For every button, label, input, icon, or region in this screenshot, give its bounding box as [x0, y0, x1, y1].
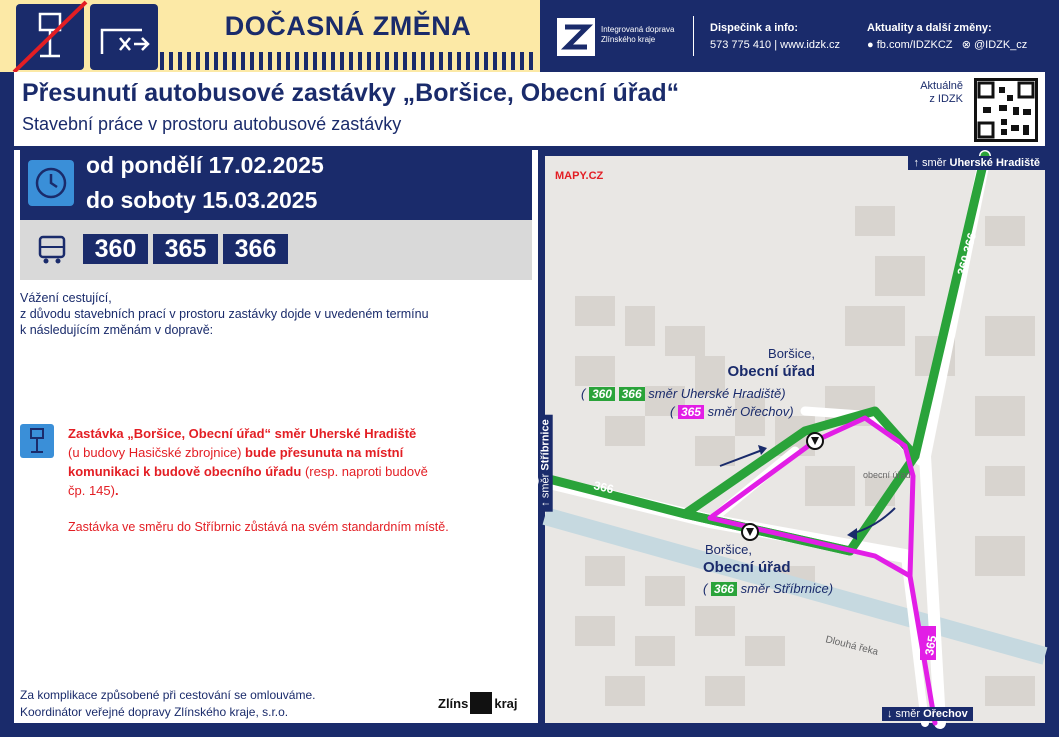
stop-bottom-name-bold: Obecní úřad	[703, 559, 791, 576]
stop-top-name-bold: Obecní úřad	[727, 363, 815, 380]
facebook-link[interactable]: fb.com/IDZKCZ	[876, 39, 953, 51]
line-360: 360	[83, 234, 148, 264]
idzk-web-link[interactable]: www.idzk.cz	[780, 39, 841, 51]
dir-west: ↑ směr Stříbrnice	[539, 414, 553, 511]
line-366: 366	[223, 234, 288, 264]
detour-icon	[90, 4, 158, 70]
route-label-ne: 360 366	[954, 231, 980, 277]
dir-south: ↓ směr Ořechov	[882, 707, 973, 721]
org-name: Integrovaná doprava Zlínského kraje	[601, 25, 675, 44]
valid-from: od pondělí 17.02.2025	[86, 152, 324, 178]
social-links	[867, 38, 1027, 52]
cancelled-stop-icon	[16, 4, 84, 70]
news-label: Aktuality a další změny:	[867, 22, 992, 34]
idzk-logo	[557, 18, 595, 56]
twitter-link[interactable]: @IDZK_cz	[973, 39, 1028, 51]
apology: Za komplikace způsobené při cestování se omlouváme.	[20, 688, 316, 702]
intro-line-1: z důvodu stavebních prací v prostoru zastávky dojde v uvedeném termínu	[20, 307, 429, 321]
x-icon: ⊗	[961, 39, 971, 51]
line-365: 365	[153, 234, 218, 264]
street-label: Dlouhá řeka	[824, 634, 880, 658]
stop-bottom-name: Boršice,	[705, 542, 752, 557]
facebook-icon: ●	[867, 39, 874, 51]
coordinator: Koordinátor veřejné dopravy Zlínského kraje, s.r.o.	[20, 705, 289, 719]
bus-stop-icon	[20, 424, 54, 458]
clock-icon	[28, 160, 74, 206]
map[interactable]	[539, 156, 1045, 723]
dir-north: ↑ směr Uherské Hradiště	[908, 156, 1045, 170]
bus-icon	[36, 234, 68, 269]
temporary-change-banner: DOČASNÁ ZMĚNA	[224, 10, 472, 41]
page-title: Přesunutí autobusové zastávky „Boršice, Obecní úřad“	[22, 79, 680, 107]
valid-to: do soboty 15.03.2025	[86, 187, 318, 213]
zlin-region-logo: Zlíns kraj	[438, 692, 517, 714]
stop-top-name: Boršice,	[768, 346, 815, 361]
stop-top-lines-1: ( 360 366 směr Uherské Hradiště)	[581, 386, 786, 401]
poi-obecni-urad: obecní úřad	[863, 470, 911, 480]
stop-bottom-lines: ( 366 směr Stříbrnice)	[703, 581, 834, 596]
dispatch-label: Dispečink a info:	[710, 22, 799, 34]
map-source-logo: MAPY.CZ	[555, 170, 604, 182]
relocation-notice: Zastávka „Boršice, Obecní úřad“ směr Uherské Hradiště (u budovy Hasičské zbrojnice) bude přesunuta na místní komunikaci k budově obecního úřadu (resp. naproti budově čp. 145).	[68, 426, 428, 498]
dispatch-contact: 573 775 410 | www.idzk.cz	[710, 39, 841, 51]
intro-line-2: k následujícím změnám v dopravě:	[20, 323, 214, 337]
route-label-w: 366	[592, 478, 615, 497]
greeting: Vážení cestující,	[20, 291, 112, 305]
qr-code[interactable]	[974, 78, 1038, 142]
stop-top-lines-2: ( 365 směr Ořechov)	[670, 404, 794, 419]
route-label-s: 365	[922, 634, 940, 657]
other-direction-note: Zastávka ve směru do Stříbrnic zůstává na svém standardním místě.	[68, 520, 449, 534]
qr-label: Aktuálně z IDZK	[920, 80, 963, 105]
page-subtitle: Stavební práce v prostoru autobusové zastávky	[22, 114, 402, 134]
banner-stripes	[160, 52, 536, 70]
